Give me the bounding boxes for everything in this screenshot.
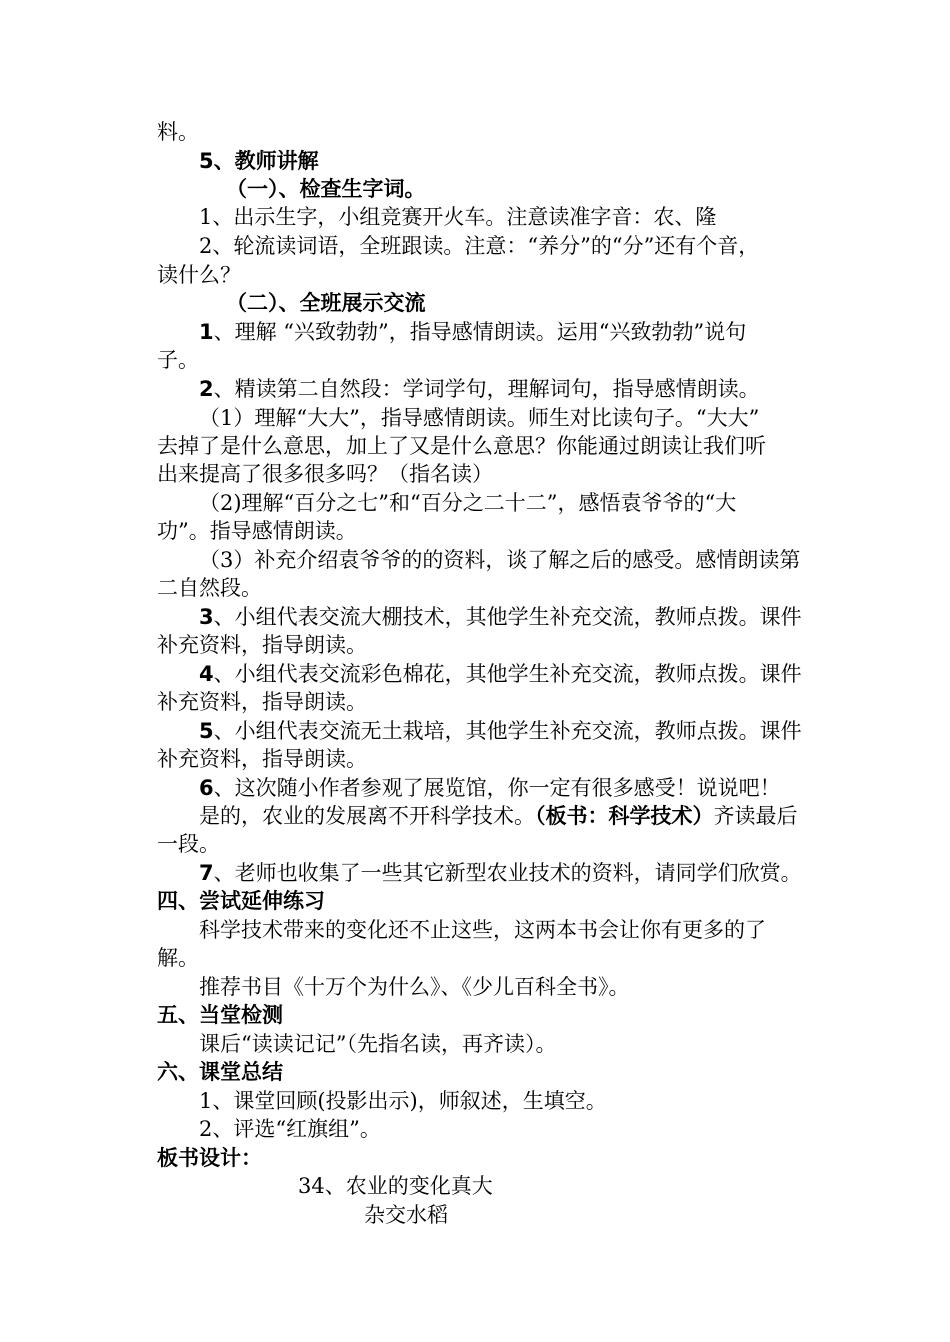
text-line: 料。 [157, 120, 199, 144]
board-note: （板书：科学技术） [535, 804, 714, 828]
item-number: 1 [199, 320, 214, 344]
text-line: 科学技术带来的变化还不止这些，这两本书会让你有更多的了 [199, 918, 766, 942]
text-line: 补充资料，指导朗读。 [157, 633, 367, 657]
item-text: 、小组代表交流彩色棉花，其他学生补充交流，教师点拨。课件 [213, 662, 802, 686]
item-number: 7 [199, 861, 214, 885]
text-line: （1）理解“大大”，指导感情朗读。师生对比读句子。“大大” [199, 406, 760, 430]
subsection-heading: （二）、全班展示交流 [226, 291, 426, 315]
section-heading: 六、课堂总结 [157, 1060, 283, 1084]
text-line: 解。 [157, 946, 199, 970]
item-number: 2 [199, 377, 214, 401]
text-line: （3）补充介绍袁爷爷的的资料，谈了解之后的感受。感情朗读第 [199, 548, 801, 572]
item-number: 3 [199, 605, 214, 629]
board-title: 34、农业的变化真大 [298, 1174, 493, 1198]
text-line: 推荐书目《十万个为什么》、《少儿百科全书》。 [199, 975, 630, 999]
item-text: 、小组代表交流无土栽培，其他学生补充交流，教师点拨。课件 [213, 719, 802, 743]
section-heading: 5、教师讲解 [199, 149, 319, 173]
text-line: 补充资料，指导朗读。 [157, 747, 367, 771]
text-line: 一段。 [157, 832, 220, 856]
text-line: （2)理解“百分之七”和“百分之二十二”，感悟袁爷爷的“大 [199, 491, 737, 515]
text-line: 2、轮流读词语，全班跟读。注意：“养分”的“分”还有个音， [199, 234, 760, 258]
text-line [199, 859, 802, 887]
text-line: 去掉了是什么意思，加上了又是什么意思？你能通过朗读让我们听 [157, 434, 766, 458]
text-line [199, 318, 746, 346]
section-heading: 板书设计： [157, 1146, 262, 1170]
text-line [199, 774, 781, 802]
item-number: 5 [199, 719, 214, 743]
text-line: 1、课堂回顾(投影出示)，师叙述，生填空。 [199, 1089, 607, 1113]
text-line [199, 717, 802, 745]
item-number: 6 [199, 776, 214, 800]
text-line: 课后“读读记记”（先指名读，再齐读）。 [199, 1032, 557, 1056]
board-item: 杂交水稻 [364, 1203, 448, 1227]
item-text: 、理解 “兴致勃勃”，指导感情朗读。运用“兴致勃勃”说句 [213, 320, 747, 344]
text-line: 功”。指导感情朗读。 [157, 519, 357, 543]
text-line [199, 375, 760, 403]
subsection-heading: （一）、检查生字词。 [226, 177, 426, 201]
text-line: 出来提高了很多很多吗？（指名读） [157, 462, 493, 486]
text-line [199, 802, 798, 830]
section-heading: 四、尝试延伸练习 [157, 889, 325, 913]
item-text: 、这次随小作者参观了展览馆，你一定有很多感受！说说吧！ [213, 776, 781, 800]
section-heading: 五、当堂检测 [157, 1003, 283, 1027]
text-line: 二自然段。 [157, 576, 262, 600]
item-text: 、精读第二自然段：学词学句，理解词句，指导感情朗读。 [213, 377, 760, 401]
text-line: 子。 [157, 348, 199, 372]
item-text: 是的，农业的发展离不开科学技术。 [199, 804, 535, 828]
item-text-after: 齐读最后 [713, 804, 798, 828]
text-line [199, 603, 802, 631]
item-text: 、老师也收集了一些其它新型农业技术的资料，请同学们欣赏。 [213, 861, 802, 885]
item-number: 4 [199, 662, 214, 686]
item-text: 、小组代表交流大棚技术，其他学生补充交流，教师点拨。课件 [213, 605, 802, 629]
text-line [199, 660, 802, 688]
text-line: 读什么？ [157, 263, 241, 287]
text-line: 1、出示生字，小组竞赛开火车。注意读准字音：农、隆 [199, 205, 717, 229]
text-line: 2、评选“红旗组”。 [199, 1117, 381, 1141]
text-line: 补充资料，指导朗读。 [157, 690, 367, 714]
